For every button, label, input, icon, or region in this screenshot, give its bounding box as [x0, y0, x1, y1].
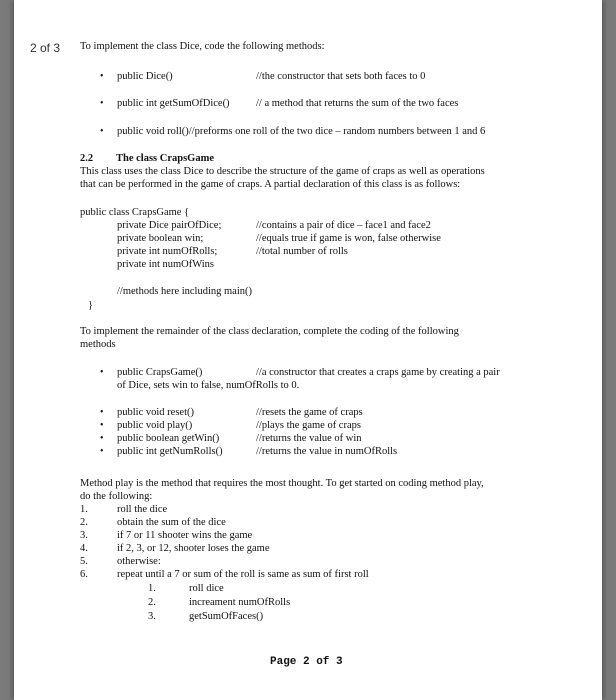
field-comment: //equals true if game is won, false otherwise — [256, 233, 441, 244]
intro-text: To implement the class Dice, code the following methods: — [80, 41, 325, 52]
step-text: roll the dice — [117, 504, 168, 515]
constructor-sig: public CrapsGame() — [117, 367, 203, 378]
step-number: 4. — [80, 543, 88, 554]
step-text: otherwise: — [117, 556, 161, 567]
substep-number: 3. — [148, 611, 156, 622]
close-brace: } — [88, 300, 94, 311]
field-decl: private boolean win; — [117, 233, 204, 244]
dice-method-comment: //the constructor that sets both faces to 0 — [256, 71, 426, 82]
section-title: The class CrapsGame — [116, 153, 214, 164]
section-number: 2.2 — [80, 153, 94, 164]
game-method-comment: //resets the game of craps — [256, 407, 363, 418]
field-decl: private Dice pairOfDice; — [117, 220, 222, 231]
substep-number: 2. — [148, 597, 156, 608]
bullet-icon: • — [100, 407, 104, 418]
step-number: 2. — [80, 517, 88, 528]
bullet-icon: • — [100, 420, 104, 431]
step-text: if 7 or 11 shooter wins the game — [117, 530, 253, 541]
step-text: repeat until a 7 or sum of the roll is same as sum of first roll — [117, 569, 369, 580]
game-method-comment: //returns the value of win — [256, 433, 362, 444]
play-intro-line: Method play is the method that requires the most thought. To get started on coding method play, — [80, 478, 484, 489]
game-method-sig: public boolean getWin() — [117, 433, 220, 444]
page-counter: 2 of 3 — [30, 41, 61, 55]
substep-text: roll dice — [189, 583, 224, 594]
bullet-icon: • — [100, 71, 104, 82]
dice-method-comment: // a method that returns the sum of the two faces — [256, 98, 459, 109]
game-method-sig: public void play() — [117, 420, 193, 431]
bullet-icon: • — [100, 433, 104, 444]
remainder-intro-line: To implement the remainder of the class declaration, complete the coding of the following — [80, 326, 459, 337]
step-number: 1. — [80, 504, 88, 515]
remainder-intro-line: methods — [80, 339, 116, 350]
bullet-icon: • — [100, 446, 104, 457]
field-comment: //total number of rolls — [256, 246, 348, 257]
play-intro-line: do the following: — [80, 491, 153, 502]
substep-text: getSumOfFaces() — [189, 611, 264, 622]
step-text: if 2, 3, or 12, shooter loses the game — [117, 543, 270, 554]
substep-text: increament numOfRolls — [189, 597, 291, 608]
step-number: 5. — [80, 556, 88, 567]
substep-number: 1. — [148, 583, 156, 594]
step-number: 6. — [80, 569, 88, 580]
field-comment: //contains a pair of dice – face1 and face2 — [256, 220, 431, 231]
section-desc-line: This class uses the class Dice to describe the structure of the game of craps as well as operations — [80, 166, 485, 177]
dice-method-sig: public void roll()//preforms one roll of the two dice – random numbers between 1 and 6 — [117, 126, 486, 137]
step-text: obtain the sum of the dice — [117, 517, 226, 528]
constructor-comment: //a constructor that creates a craps game by creating a pair — [256, 367, 500, 378]
game-method-comment: //returns the value in numOfRolls — [256, 446, 398, 457]
bullet-icon: • — [100, 98, 104, 109]
bullet-icon: • — [100, 126, 104, 137]
dice-method-sig: public Dice() — [117, 71, 173, 82]
section-desc-line: that can be performed in the game of craps. A partial declaration of this class is as follows: — [80, 179, 461, 190]
field-decl: private int numOfWins — [117, 259, 214, 270]
dice-method-sig: public int getSumOfDice() — [117, 98, 230, 109]
step-number: 3. — [80, 530, 88, 541]
methods-note: //methods here including main() — [117, 286, 253, 297]
game-method-sig: public int getNumRolls() — [117, 446, 223, 457]
bullet-icon: • — [100, 367, 104, 378]
game-method-comment: //plays the game of craps — [256, 420, 361, 431]
constructor-cont: of Dice, sets win to false, numOfRolls to 0. — [117, 380, 300, 391]
game-method-sig: public void reset() — [117, 407, 194, 418]
field-decl: private int numOfRolls; — [117, 246, 218, 257]
page-footer: Page 2 of 3 — [270, 656, 343, 668]
class-declaration: public class CrapsGame { — [80, 207, 190, 218]
